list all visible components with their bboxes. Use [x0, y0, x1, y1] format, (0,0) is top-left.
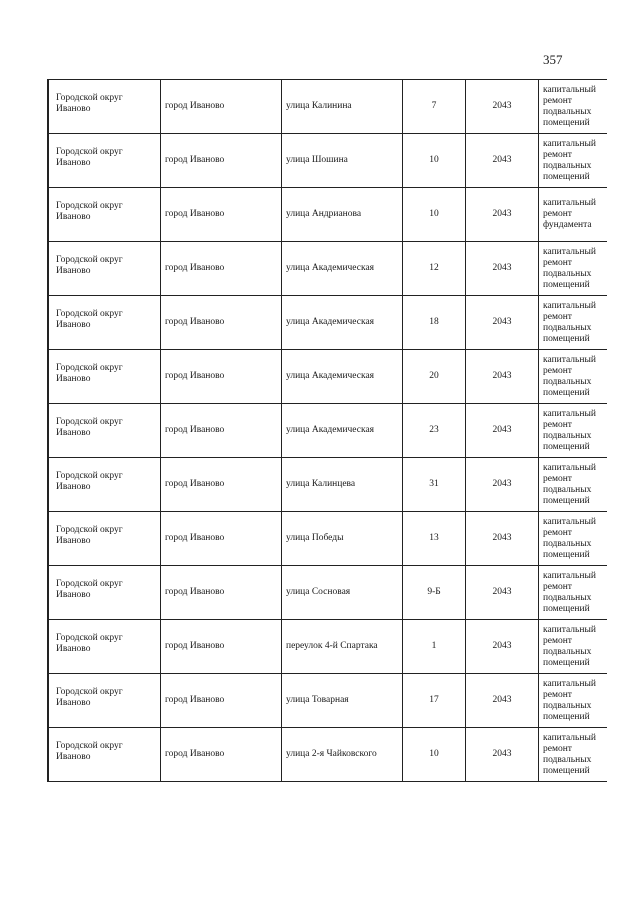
registry-table-body — [48, 80, 607, 782]
house-cell: 17 — [403, 674, 466, 728]
house-cell: 12 — [403, 242, 466, 296]
city-cell: город Иваново — [161, 350, 282, 404]
street-cell: улица Академическая — [282, 296, 403, 350]
house-cell: 20 — [403, 350, 466, 404]
work-cell: капитальный ремонт подвальных помещений — [539, 350, 608, 404]
city-cell: город Иваново — [161, 674, 282, 728]
city-cell: город Иваново — [161, 512, 282, 566]
street-cell: улица Победы — [282, 512, 403, 566]
year-cell: 2043 — [466, 242, 539, 296]
year-cell: 2043 — [466, 512, 539, 566]
table-row — [48, 242, 607, 296]
district-cell: Городской округ Иваново — [48, 512, 161, 566]
year-cell: 2043 — [466, 134, 539, 188]
street-cell: улица Шошина — [282, 134, 403, 188]
city-cell: город Иваново — [161, 134, 282, 188]
work-cell: капитальный ремонт подвальных помещений — [539, 296, 608, 350]
year-cell: 2043 — [466, 566, 539, 620]
city-cell: город Иваново — [161, 296, 282, 350]
registry-table — [47, 79, 607, 782]
table-row — [48, 80, 607, 134]
city-cell: город Иваново — [161, 566, 282, 620]
work-cell: капитальный ремонт фундамента — [539, 188, 608, 242]
table-row — [48, 134, 607, 188]
table-row — [48, 350, 607, 404]
year-cell: 2043 — [466, 458, 539, 512]
table-row — [48, 620, 607, 674]
district-cell: Городской округ Иваново — [48, 296, 161, 350]
street-cell: улица Андрианова — [282, 188, 403, 242]
work-cell: капитальный ремонт подвальных помещений — [539, 512, 608, 566]
city-cell: город Иваново — [161, 404, 282, 458]
table-row — [48, 404, 607, 458]
year-cell: 2043 — [466, 80, 539, 134]
district-cell: Городской округ Иваново — [48, 620, 161, 674]
table-row — [48, 566, 607, 620]
district-cell: Городской округ Иваново — [48, 458, 161, 512]
year-cell: 2043 — [466, 674, 539, 728]
district-cell: Городской округ Иваново — [48, 188, 161, 242]
house-cell: 31 — [403, 458, 466, 512]
table-row — [48, 188, 607, 242]
house-cell: 23 — [403, 404, 466, 458]
house-cell: 13 — [403, 512, 466, 566]
year-cell: 2043 — [466, 350, 539, 404]
house-cell: 10 — [403, 134, 466, 188]
district-cell: Городской округ Иваново — [48, 674, 161, 728]
work-cell: капитальный ремонт подвальных помещений — [539, 134, 608, 188]
work-cell: капитальный ремонт подвальных помещений — [539, 458, 608, 512]
street-cell: улица 2-я Чайковского — [282, 728, 403, 782]
work-cell: капитальный ремонт подвальных помещений — [539, 566, 608, 620]
city-cell: город Иваново — [161, 188, 282, 242]
city-cell: город Иваново — [161, 80, 282, 134]
house-cell: 9-Б — [403, 566, 466, 620]
table-row — [48, 458, 607, 512]
city-cell: город Иваново — [161, 242, 282, 296]
year-cell: 2043 — [466, 728, 539, 782]
table-row — [48, 296, 607, 350]
work-cell: капитальный ремонт подвальных помещений — [539, 620, 608, 674]
street-cell: улица Калинина — [282, 80, 403, 134]
district-cell: Городской округ Иваново — [48, 566, 161, 620]
district-cell: Городской округ Иваново — [48, 134, 161, 188]
district-cell: Городской округ Иваново — [48, 404, 161, 458]
street-cell: переулок 4-й Спартака — [282, 620, 403, 674]
table-row — [48, 728, 607, 782]
work-cell: капитальный ремонт подвальных помещений — [539, 728, 608, 782]
city-cell: город Иваново — [161, 728, 282, 782]
district-cell: Городской округ Иваново — [48, 80, 161, 134]
work-cell: капитальный ремонт подвальных помещений — [539, 80, 608, 134]
page-number: 357 — [543, 52, 563, 67]
work-cell: капитальный ремонт подвальных помещений — [539, 242, 608, 296]
house-cell: 18 — [403, 296, 466, 350]
district-cell: Городской округ Иваново — [48, 242, 161, 296]
city-cell: город Иваново — [161, 620, 282, 674]
table-row — [48, 674, 607, 728]
house-cell: 10 — [403, 188, 466, 242]
house-cell: 1 — [403, 620, 466, 674]
street-cell: улица Товарная — [282, 674, 403, 728]
district-cell: Городской округ Иваново — [48, 728, 161, 782]
street-cell: улица Сосновая — [282, 566, 403, 620]
district-cell: Городской округ Иваново — [48, 350, 161, 404]
house-cell: 10 — [403, 728, 466, 782]
street-cell: улица Академическая — [282, 350, 403, 404]
street-cell: улица Академическая — [282, 404, 403, 458]
house-cell: 7 — [403, 80, 466, 134]
city-cell: город Иваново — [161, 458, 282, 512]
street-cell: улица Калинцева — [282, 458, 403, 512]
year-cell: 2043 — [466, 404, 539, 458]
work-cell: капитальный ремонт подвальных помещений — [539, 404, 608, 458]
year-cell: 2043 — [466, 620, 539, 674]
street-cell: улица Академическая — [282, 242, 403, 296]
table-row — [48, 512, 607, 566]
work-cell: капитальный ремонт подвальных помещений — [539, 674, 608, 728]
year-cell: 2043 — [466, 296, 539, 350]
year-cell: 2043 — [466, 188, 539, 242]
